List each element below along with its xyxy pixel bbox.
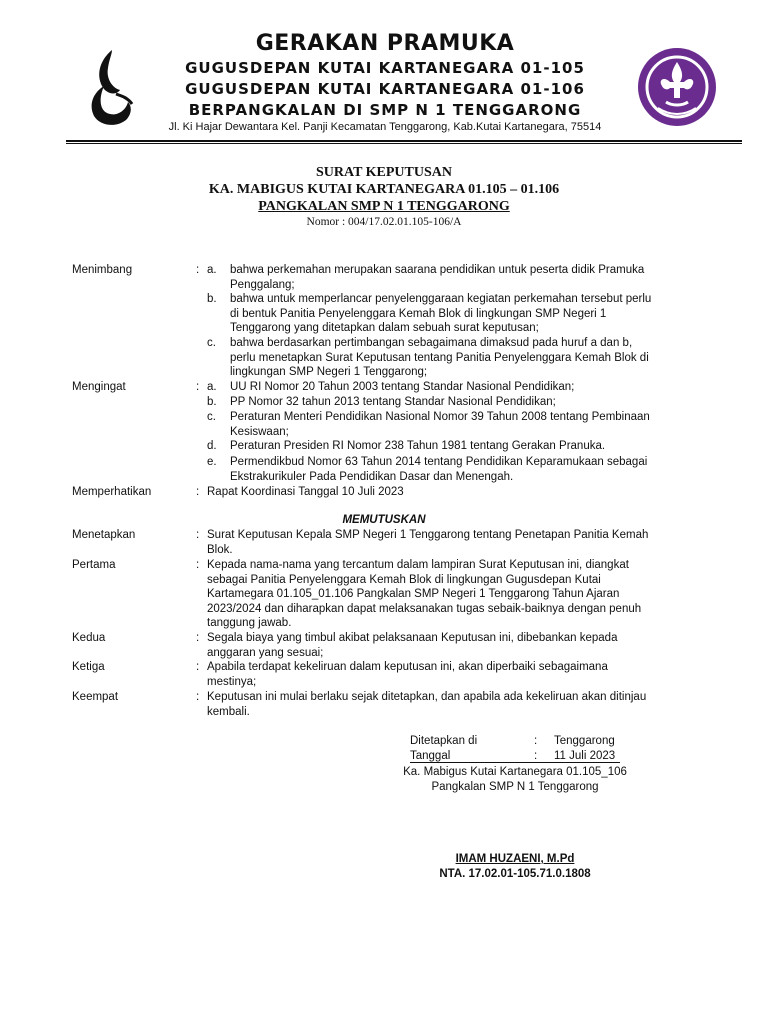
item-line: Ekstrakurikuler Pada Pendidikan Dasar dan Menengah. (230, 470, 514, 483)
document-number: Nomor : 004/17.02.01.105-106/A (306, 216, 462, 228)
para-line: mestinya; (207, 675, 257, 688)
list-item (230, 439, 698, 454)
section-label-pertama: Pertama (72, 559, 116, 571)
section-label-keempat: Keempat (72, 691, 119, 703)
keempat-text (207, 690, 697, 719)
list-item (230, 292, 698, 336)
list-item (230, 455, 698, 484)
colon: : (534, 735, 538, 747)
date-value: 11 Juli 2023 (554, 750, 616, 762)
item-line: Penggalang; (230, 278, 295, 291)
section-label-menimbang: Menimbang (72, 264, 133, 276)
item-line: Peraturan Presiden RI Nomor 238 Tahun 1981 tentang Gerakan Pranuka. (230, 440, 606, 452)
para-line: Apabila terdapat kekeliruan dalam keputusan ini, akan diperbaiki sebagaimana (207, 661, 608, 673)
item-line: lingkungan SMP Negeri 1 Tenggarong; (230, 366, 428, 378)
signer-position-2: Pangkalan SMP N 1 Tenggarong (431, 781, 599, 793)
title-line-2: KA. MABIGUS KUTAI KARTANEGARA 01.105 – 01.106 (208, 182, 560, 197)
letterhead (140, 30, 630, 121)
item-line: Permendikbud Nomor 63 Tahun 2014 tentang Pendidikan Keparamukaan sebagai (230, 456, 648, 468)
list-item (230, 336, 698, 380)
section-label-ketiga: Ketiga (72, 661, 105, 673)
title-line-3: PANGKALAN SMP N 1 TENGGARONG (258, 199, 510, 214)
title-line-1: SURAT KEPUTUSAN (315, 165, 452, 180)
letterhead-divider (66, 140, 742, 142)
place-value: Tenggarong (554, 735, 615, 747)
memperhatikan-text: Rapat Koordinasi Tanggal 10 Juli 2023 (207, 486, 404, 498)
colon: : (196, 264, 200, 276)
item-letter: e. (207, 456, 217, 468)
signer-position-1: Ka. Mabigus Kutai Kartanegara 01.105_106 (403, 766, 627, 778)
document-title (100, 164, 668, 229)
para-line: tanggung jawab. (207, 617, 292, 629)
date-label: Tanggal (410, 750, 451, 762)
address: Jl. Ki Hajar Dewantara Kel. Panji Kecamatan Tenggarong, Kab.Kutai Kartanegara, 75514 (168, 121, 602, 133)
signer-name: IMAM HUZAENI, M.Pd (455, 853, 575, 865)
list-item (230, 410, 698, 439)
para-line: 2023/2024 dan diharapkan dapat melaksanakan tugas sebaik-baiknya dengan penuh (207, 602, 642, 615)
section-label-mengingat: Mengingat (72, 381, 126, 393)
item-letter: b. (207, 293, 217, 305)
para-line: Kepada nama-nama yang tercantum dalam lampiran Surat Keputusan ini, diangkat (207, 559, 629, 571)
colon: : (196, 381, 200, 393)
para-line: kembali. (207, 705, 250, 718)
item-letter: b. (207, 396, 217, 408)
colon: : (534, 750, 538, 762)
para-line: Keputusan ini mulai berlaku sejak ditetapkan, dan apabila ada kekeliruan akan ditinjau (207, 691, 647, 703)
item-letter: c. (207, 337, 216, 349)
kedua-text (207, 631, 697, 660)
item-line: bahwa perkemahan merupakan saarana pendidikan untuk peserta didik Pramuka (230, 264, 645, 276)
colon: : (196, 529, 200, 541)
item-line: PP Nomor 32 tahun 2013 tentang Standar Nasional Pendidikan; (230, 396, 556, 408)
base-name: BERPANGKALAN DI SMP N 1 TENGGARONG (188, 101, 582, 119)
para-line: Surat Keputusan Kepala SMP Negeri 1 Tenggarong tentang Penetapan Panitia Kemah (207, 529, 649, 541)
list-item (230, 380, 698, 395)
para-line: Segala biaya yang timbul akibat pelaksanaan Keputusan ini, dibebankan kepada (207, 632, 618, 644)
item-line: Tenggarong yang ditetapkan dalam sebuah surat keputusan; (230, 322, 539, 334)
pertama-text (207, 558, 697, 631)
colon: : (196, 559, 200, 571)
para-line: Kartamegara 01.105_01.106 Pangkalan SMP Negeri 1 Tenggarong Tahun Ajaran (207, 588, 620, 600)
item-line: Peraturan Menteri Pendidikan Nasional Nomor 39 Tahun 2008 tentang Pembinaan (230, 411, 650, 423)
item-line: di bentuk Panitia Penyelenggara Kemah Blok di lingkungan SMP Negeri 1 (230, 307, 607, 320)
unit-name-2: GUGUSDEPAN KUTAI KARTANEGARA 01-106 (185, 80, 585, 98)
colon: : (196, 632, 200, 644)
para-line: anggaran yang sesuai; (207, 646, 324, 659)
item-line: Kesiswaan; (230, 425, 289, 438)
memutuskan-heading: MEMUTUSKAN (342, 514, 426, 526)
item-line: bahwa untuk memperlancar penyelenggaraan kegiatan perkemahan tersebut perlu (230, 293, 652, 305)
date-underline (410, 762, 620, 763)
ketiga-text (207, 660, 697, 689)
para-line: sebagai Panitia Penyelenggara Kemah Blok di lingkungan Gugusdepan Kutai (207, 573, 601, 586)
item-line: perlu menetapkan Surat Keputusan tentang Panitia Penyelenggara Kemah Blok di (230, 351, 649, 364)
section-label-menetapkan: Menetapkan (72, 529, 136, 541)
item-letter: d. (207, 440, 217, 452)
list-item (230, 263, 698, 292)
letterhead-divider-thin (66, 143, 742, 144)
list-item (230, 395, 698, 410)
section-label-kedua: Kedua (72, 632, 106, 644)
signer-nta: NTA. 17.02.01-105.71.0.1808 (439, 868, 591, 880)
unit-name-1: GUGUSDEPAN KUTAI KARTANEGARA 01-105 (185, 59, 585, 77)
scout-emblem-logo (636, 46, 718, 128)
org-name: GERAKAN PRAMUKA (255, 31, 515, 56)
place-label: Ditetapkan di (410, 735, 478, 747)
colon: : (196, 661, 200, 673)
item-line: UU RI Nomor 20 Tahun 2003 tentang Standar Nasional Pendidikan; (230, 381, 575, 393)
item-letter: c. (207, 411, 216, 423)
item-letter: a. (207, 264, 217, 276)
menetapkan-text (207, 528, 697, 557)
colon: : (196, 486, 200, 498)
colon: : (196, 691, 200, 703)
item-line: bahwa berdasarkan pertimbangan sebagaimana dimaksud pada huruf a dan b, (230, 337, 633, 349)
para-line: Blok. (207, 543, 233, 556)
item-letter: a. (207, 381, 217, 393)
tunas-kelapa-logo (82, 46, 136, 130)
section-label-memperhatikan: Memperhatikan (72, 486, 152, 498)
